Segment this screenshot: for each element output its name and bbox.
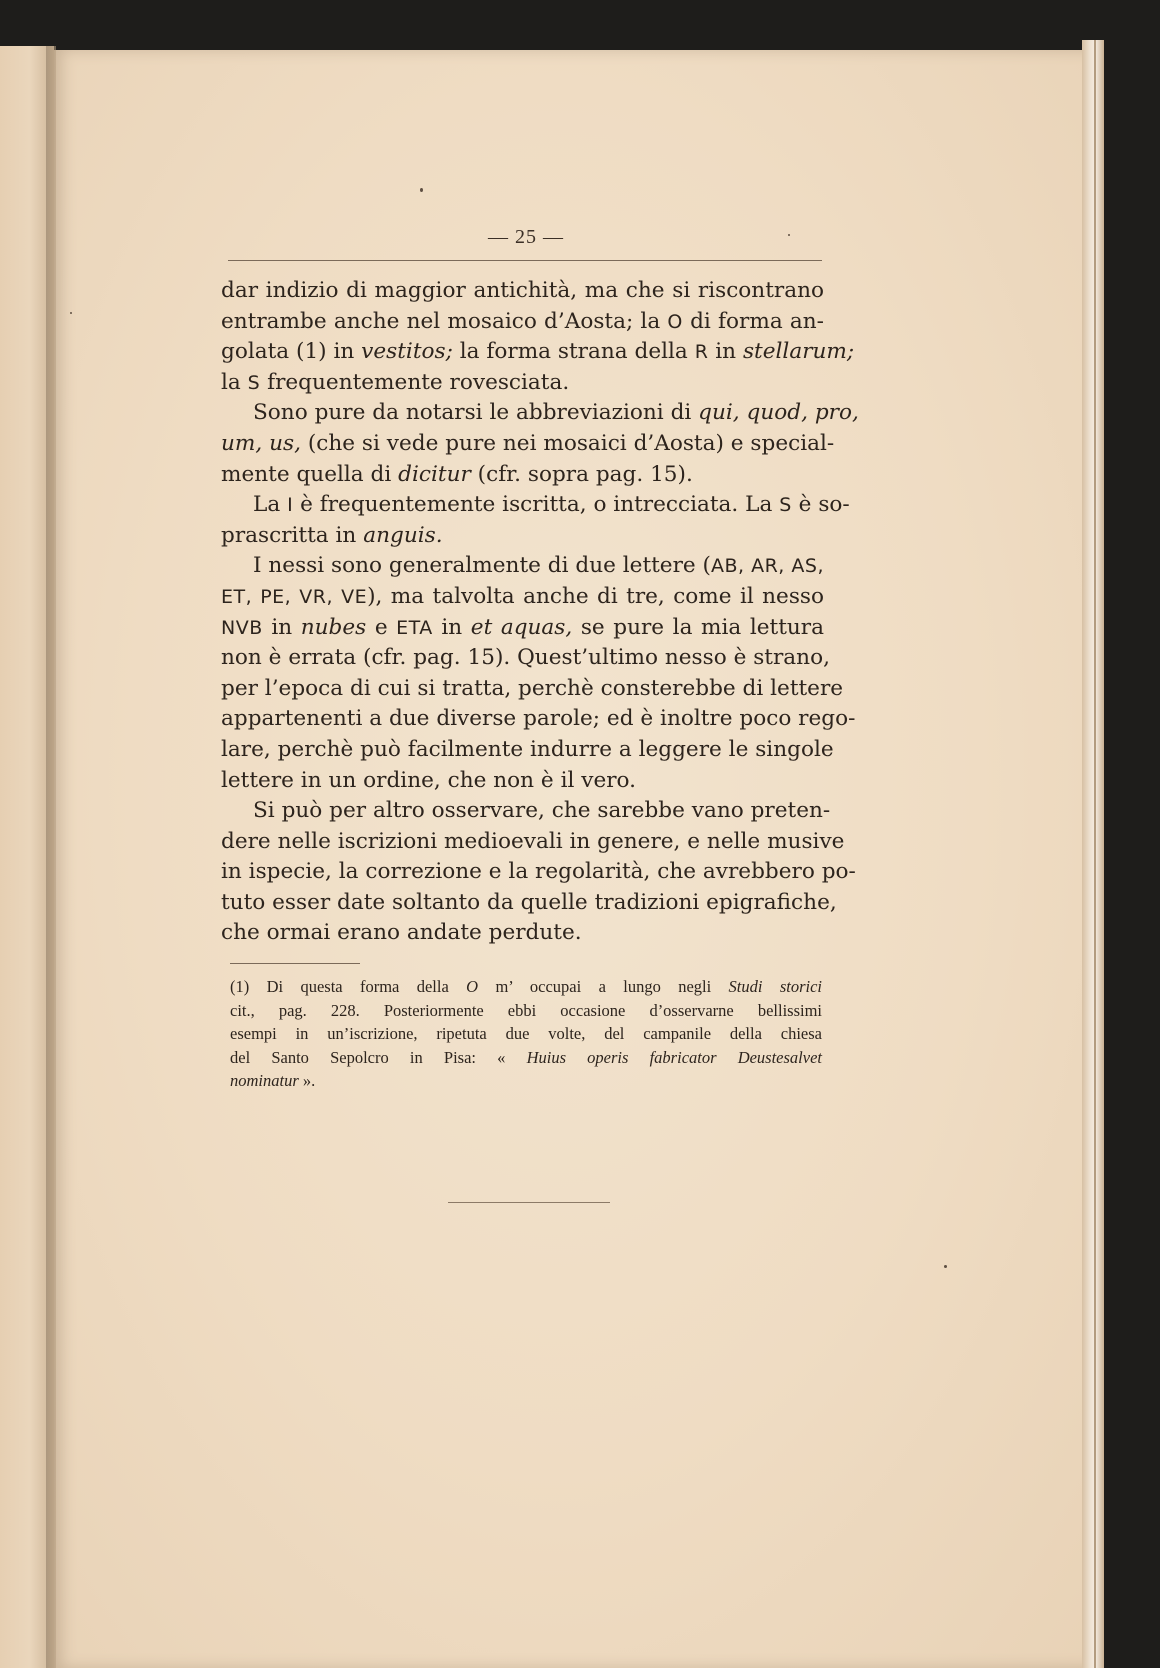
text-line: mente quella di dicitur (cfr. sopra pag. 15). bbox=[221, 461, 693, 487]
page-edge-line bbox=[1094, 40, 1096, 1668]
paper-speck bbox=[70, 312, 72, 314]
page-number: — 25 — bbox=[488, 226, 564, 248]
footnote-line: (1) Di questa forma della O m’ occupai a lungo negli Studi storici bbox=[230, 977, 822, 996]
text-line: NVB in nubes e ETA in et aquas, se pure la mia lettura bbox=[221, 614, 824, 640]
text-line: um, us, (che si vede pure nei mosaici d’Aosta) e special- bbox=[221, 430, 835, 456]
text-line: tuto esser date soltanto da quelle tradizioni epigrafiche, bbox=[221, 889, 837, 915]
text-line: lare, perchè può facilmente indurre a leggere le singole bbox=[221, 736, 834, 762]
text-line: lettere in un ordine, che non è il vero. bbox=[221, 767, 637, 793]
text-line: Sono pure da notarsi le abbreviazioni di qui, quod, pro, bbox=[253, 400, 859, 426]
main-text bbox=[221, 276, 859, 949]
footnote-line: nominatur ». bbox=[230, 1071, 316, 1090]
text-line: dar indizio di maggior antichità, ma che si riscontrano bbox=[221, 278, 824, 303]
text-line: Si può per altro osservare, che sarebbe vano preten- bbox=[253, 798, 831, 824]
footnote-line: esempi in un’iscrizione, ripetuta due volte, del campanile della chiesa bbox=[230, 1024, 822, 1043]
text-line: I nessi sono generalmente di due lettere (AB, AR, AS, bbox=[253, 553, 824, 579]
text-line: La I è frequentemente iscritta, o intrecciata. La S è so- bbox=[253, 492, 850, 518]
text-line: che ormai erano andate perdute. bbox=[221, 920, 582, 946]
text-line: in ispecie, la correzione e la regolarità, che avrebbero po- bbox=[221, 859, 856, 885]
text-line: entrambe anche nel mosaico d’Aosta; la O di forma an- bbox=[221, 308, 824, 334]
text-line: la S frequentemente rovesciata. bbox=[221, 369, 570, 395]
text-line: ET, PE, VR, VE), ma talvolta anche di tre, come il nesso bbox=[221, 583, 824, 609]
paper-speck bbox=[788, 234, 790, 236]
end-rule bbox=[448, 1202, 610, 1203]
text-line: per l’epoca di cui si tratta, perchè consterebbe di lettere bbox=[221, 675, 844, 701]
text-line: prascritta in anguis. bbox=[221, 522, 443, 548]
footnote-rule bbox=[230, 963, 360, 964]
paper-speck bbox=[420, 188, 423, 192]
header-rule bbox=[228, 260, 822, 261]
text-line: appartenenti a due diverse parole; ed è inoltre poco rego- bbox=[221, 706, 856, 732]
text-line: non è errata (cfr. pag. 15). Quest’ultimo nesso è strano, bbox=[221, 645, 830, 671]
paper-speck bbox=[944, 1265, 947, 1268]
text-line: golata (1) in vestitos; la forma strana della R in stellarum; bbox=[221, 339, 855, 365]
text-line: dere nelle iscrizioni medioevali in genere, e nelle musive bbox=[221, 828, 845, 854]
footnote bbox=[230, 975, 822, 1093]
right-page-edges bbox=[1082, 40, 1104, 1668]
footnote-line: cit., pag. 228. Posteriormente ebbi occasione d’osservarne bellissimi bbox=[230, 1000, 822, 1020]
binding-gutter bbox=[46, 46, 56, 1668]
footnote-line: del Santo Sepolcro in Pisa: « Huius operis fabricator Deustesalvet bbox=[230, 1047, 822, 1067]
